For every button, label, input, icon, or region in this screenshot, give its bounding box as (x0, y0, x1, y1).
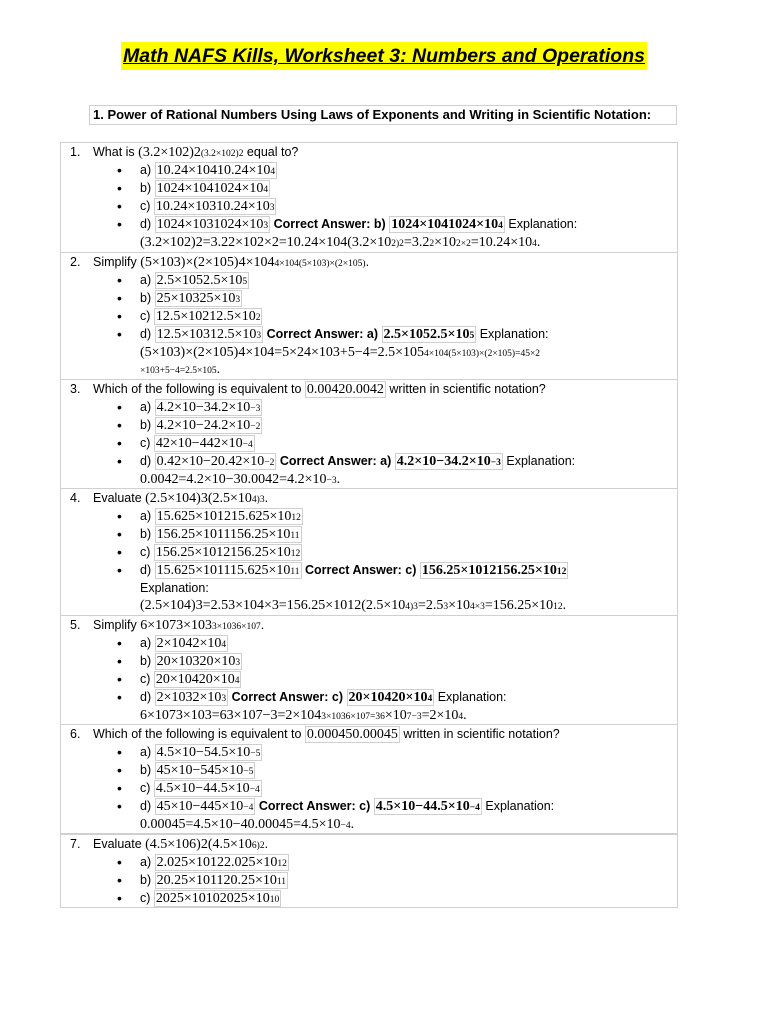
question-text: What is (3.2×102)2(3.2×102)2 equal to? (93, 145, 299, 160)
question-text: Which of the following is equivalent to 0.00420.0042 written in scientific notation? (93, 382, 546, 397)
question-6: 6. Which of the following is equivalent to 0.000450.00045 written in scientific notation? • a) 4.5×10−54.5×10−5 • b) 45×10−545×10−5 • c) 4.5×10−44.5×10−4 • d) 45×10−445×10−4 Correct Answer: c) 4.5×10−44.5×10−4 Explanation: 0.00045=4.5×10−40.00045=4.5×10−4. (60, 724, 678, 834)
page-title: Math NAFS Kills, Worksheet 3: Numbers and Operations (121, 42, 647, 70)
question-5: 5. Simplify 6×1073×1033×1036×107. • a) 2×1042×104 • b) 20×10320×103 • c) 20×10420×104 • d) 2×1032×103 Correct Answer: c) 20×10420×104 Explanation: 6×1073×103=63×107−3=2×1043×1036×107=36×107−3=2×104. (60, 615, 678, 725)
explanation: (3.2×102)2=3.22×102×2=10.24×104(3.2×102)2=3.22×102×2=10.24×104. (140, 235, 541, 250)
question-4: 4. Evaluate (2.5×104)3(2.5×104)3. • a) 15.625×101215.625×1012 • b) 156.25×1011156.25×1011 • c) 156.25×1012156.25×1012 • d) 15.625×101115.625×1011 Correct Answer: c) 156.25×1012156.25×1012 Explanation: (2.5×104)3=2.53×104×3=156.25×1012(2.5×104)3=2.53×104×3=156.25×1012. (60, 488, 678, 616)
question-number: 4. (70, 491, 81, 505)
question-7: 7. Evaluate (4.5×106)2(4.5×106)2. • a) 2.025×10122.025×1012 • b) 20.25×101120.25×1011 • c) 2025×10102025×1010 (60, 834, 678, 908)
question-text: Simplify (5×103)×(2×105)4×1044×104(5×103)×(2×105). (93, 255, 370, 270)
question-text: Evaluate (4.5×106)2(4.5×106)2. (93, 837, 269, 852)
question-2: 2. Simplify (5×103)×(2×105)4×1044×104(5×103)×(2×105). • a) 2.5×1052.5×105 • b) 25×10325×103 • c) 12.5×10212.5×102 • d) 12.5×10312.5×103 Correct Answer: a) 2.5×1052.5×105 Explanation: (5×103)×(2×105)4×104=5×24×103+5−4=2.5×1054×104(5×103)×(2×105)=45×2 ×103+5−4=2.5×105. (60, 252, 678, 380)
explanation: 0.00045=4.5×10−40.00045=4.5×10−4. (140, 817, 355, 832)
question-number: 2. (70, 255, 81, 269)
explanation-label: Explanation: (140, 581, 209, 595)
question-number: 6. (70, 727, 81, 741)
question-text: Evaluate (2.5×104)3(2.5×104)3. (93, 491, 269, 506)
explanation: 0.0042=4.2×10−30.0042=4.2×10−3. (140, 472, 341, 487)
question-number: 5. (70, 618, 81, 632)
title-container (0, 42, 768, 70)
explanation: (2.5×104)3=2.53×104×3=156.25×1012(2.5×104)3=2.53×104×3=156.25×1012. (140, 598, 567, 613)
question-3: 3. Which of the following is equivalent to 0.00420.0042 written in scientific notation? • a) 4.2×10−34.2×10−3 • b) 4.2×10−24.2×10−2 • c) 42×10−442×10−4 • d) 0.42×10−20.42×10−2 Correct Answer: a) 4.2×10−34.2×10−3 Explanation: 0.0042=4.2×10−30.0042=4.2×10−3. (60, 379, 678, 489)
question-1: 1. What is (3.2×102)2(3.2×102)2 equal to? • a) 10.24×10410.24×104 • b) 1024×1041024×104 • c) 10.24×10310.24×103 • d) 1024×1031024×103 Correct Answer: b) 1024×1041024×104 Explanation: (3.2×102)2=3.22×102×2=10.24×104(3.2×102)2=3.22×102×2=10.24×104. (60, 142, 678, 253)
question-number: 7. (70, 837, 81, 851)
explanation-continued: ×103+5−4=2.5×105. (140, 362, 221, 377)
section-heading: 1. Power of Rational Numbers Using Laws of Exponents and Writing in Scientific Notation: (93, 107, 652, 122)
question-text: Simplify 6×1073×1033×1036×107. (93, 618, 265, 633)
question-text: Which of the following is equivalent to 0.000450.00045 written in scientific notation? (93, 727, 560, 742)
explanation: 6×1073×103=63×107−3=2×1043×1036×107=36×107−3=2×104. (140, 708, 467, 723)
explanation: (5×103)×(2×105)4×104=5×24×103+5−4=2.5×1054×104(5×103)×(2×105)=45×2 (140, 345, 541, 360)
question-number: 3. (70, 382, 81, 396)
question-number: 1. (70, 145, 81, 159)
